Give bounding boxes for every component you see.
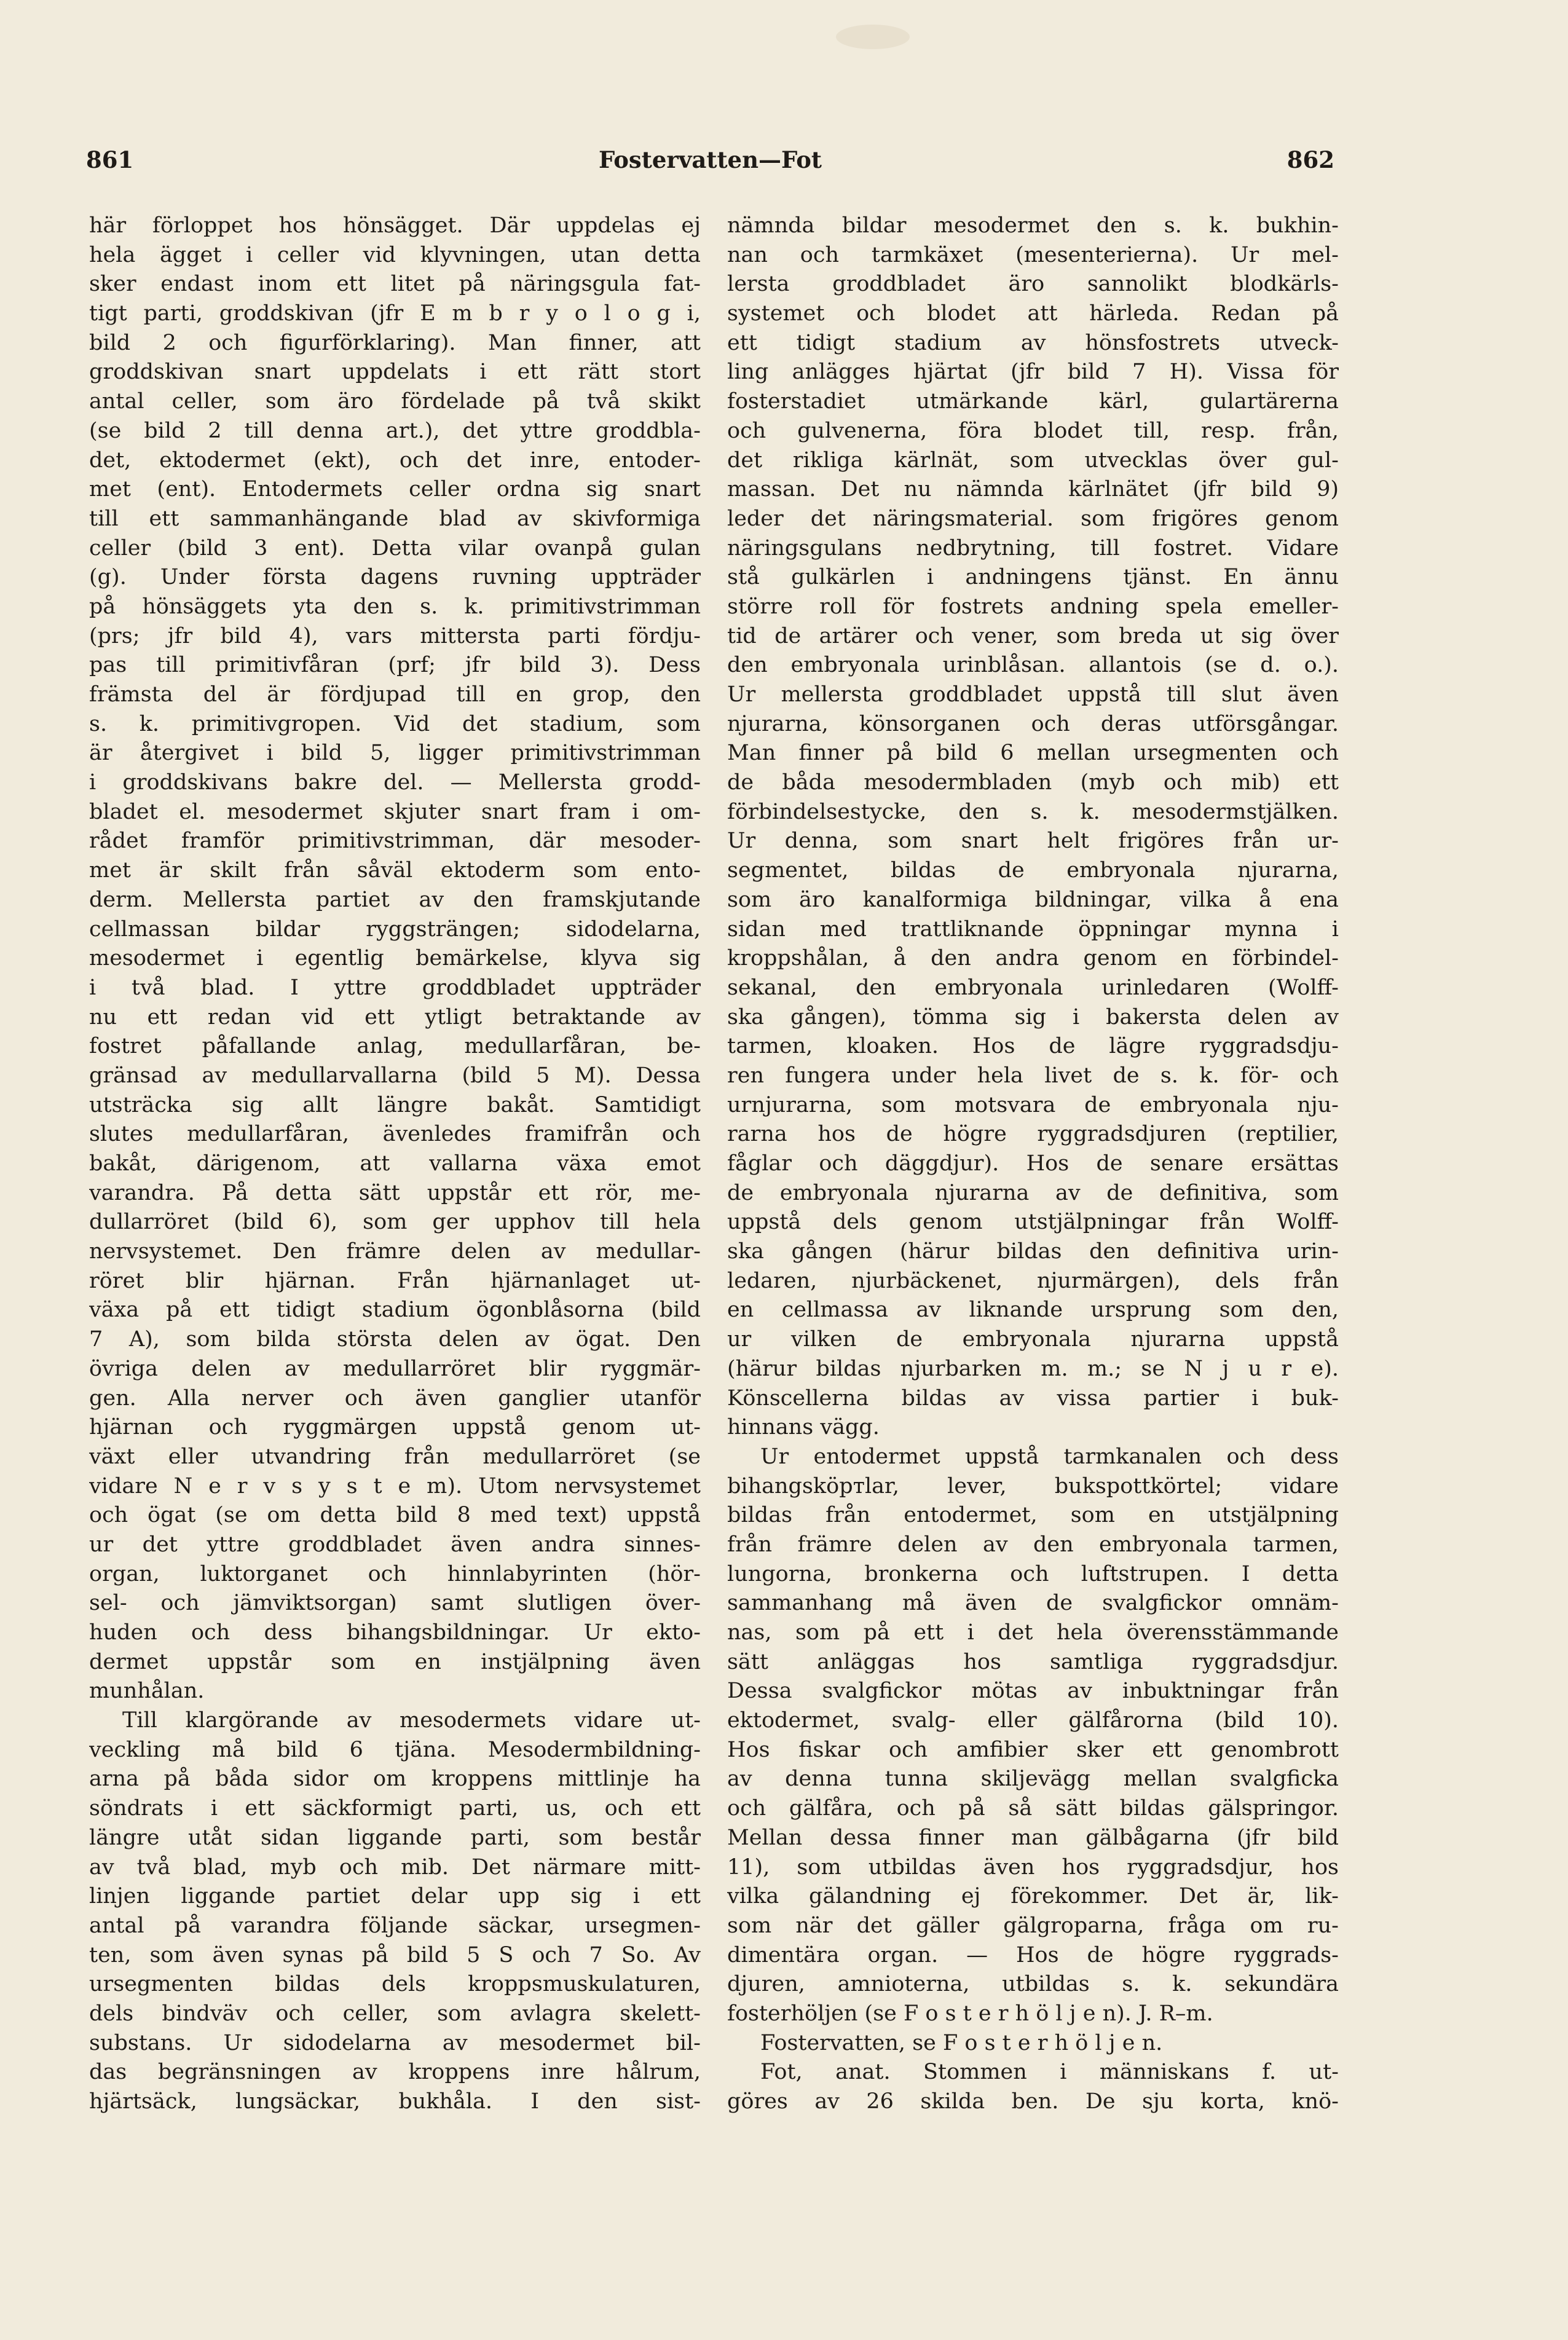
text-line: vilka gälandning ej förekommer. Det är, lik- [727,1884,1339,1909]
text-line: derm. Mellersta partiet av den framskjutande [89,887,701,912]
text-line: bildas från entodermet, som en utstjälpning [727,1503,1339,1528]
text-line: nu ett redan vid ett ytligt betraktande av [89,1004,701,1030]
text-line: främsta del är fördjupad till en grop, den [89,682,701,707]
text-line: urnjurarna, som motsvara de embryonala nju- [727,1092,1339,1117]
text-line: slutes medullarfåran, ävenledes framifrån och [89,1122,701,1147]
text-line: veckling må bild 6 tjäna. Mesodermbildning- [89,1737,701,1762]
text-line: munhålan. [89,1679,205,1704]
text-line: pas till primitivfåran (prf; jfr bild 3). Dess [89,653,701,678]
text-line: lersta groddbladet äro sannolikt blodkärls- [727,272,1339,297]
text-line: de båda mesodermbladen (myb och mib) ett [727,770,1339,795]
text-line: större roll för fostrets andning spela emeller- [727,594,1339,619]
text-line: rådet framför primitivstrimman, där mesoder- [89,829,701,854]
text-line: sidan med trattliknande öppningar mynna i [727,916,1339,942]
text-line: bladet el. mesodermet skjuter snart fram i om- [89,799,701,824]
text-line: är återgivet i bild 5, ligger primitivstrimman [89,741,701,766]
text-line: dels bindväv och celler, som avlagra skelett- [89,2001,701,2026]
text-line: längre utåt sidan liggande parti, som består [89,1825,701,1850]
text-line: ling anlägges hjärtat (jfr bild 7 H). Vissa för [727,360,1339,385]
text-line: systemet och blodet att härleda. Redan på [727,301,1339,326]
text-line: massan. Det nu nämnda kärlnätet (jfr bild 9) [727,477,1339,502]
text-line: bihangsköртlar, lever, bukspottkörtel; vidare [727,1473,1339,1499]
text-line: (se bild 2 till denna art.), det yttre groddbla- [89,418,701,443]
text-line: 7 A), som bilda största delen av ögat. Den [89,1327,701,1352]
text-line: Man finner på bild 6 mellan ursegmenten och [727,741,1339,766]
text-line: gränsad av medullarvallarna (bild 5 M). Dessa [89,1063,701,1088]
text-line: förbindelsestycke, den s. k. mesodermstjälken. [727,799,1339,824]
text-line: dimentära organ. — Hos de högre ryggrads- [727,1942,1339,1968]
right-page-number: 862 [1286,146,1334,173]
text-line: met är skilt från såväl ektoderm som ento- [89,858,701,883]
text-line: det rikliga kärlnät, som utvecklas över gul- [727,447,1339,473]
text-line: röret blir hjärnan. Från hjärnanlaget ut- [89,1268,701,1293]
text-line: nämnda bildar mesodermet den s. k. bukhin- [727,213,1339,238]
text-line: till ett sammanhängande blad av skivformiga [89,506,701,531]
text-line: njurarna, könsorganen och deras utförsgångar. [727,711,1339,736]
text-line: övriga delen av medullarröret blir ryggmär- [89,1356,701,1381]
text-line: den embryonala urinblåsan. allantois (se d. o.). [727,653,1339,678]
text-line: Mellan dessa finner man gälbågarna (jfr bild [727,1825,1339,1850]
text-line: sammanhang må även de svalgfickor omnäm- [727,1591,1339,1616]
text-line: groddskivan snart uppdelats i ett rätt stort [89,360,701,385]
text-line: sätt anläggas hos samtliga ryggradsdjur. [727,1649,1339,1674]
text-line: nervsystemet. Den främre delen av medullar- [89,1239,701,1264]
text-line: ur vilken de embryonala njurarna uppstå [727,1327,1339,1352]
text-line: fostret påfallande anlag, medullarfåran, be- [89,1034,701,1059]
text-line: ska gången), tömma sig i bakersta delen av [727,1004,1339,1030]
text-line: tigt parti, groddskivan (jfr E m b r y o l o g i, [89,301,701,326]
text-line: Fot, anat. Stommen i människans f. ut- [760,2060,1339,2085]
text-line: som äro kanalformiga bildningar, vilka å ena [727,887,1339,912]
text-line: lungorna, bronkerna och luftstrupen. I detta [727,1561,1339,1586]
text-line: Ur entodermet uppstå tarmkanalen och dess [760,1444,1339,1469]
text-line: fosterstadiet utmärkande kärl, gulartärerna [727,389,1339,414]
text-line: utsträcka sig allt längre bakåt. Samtidigt [89,1092,701,1117]
text-line: av två blad, myb och mib. Det närmare mitt- [89,1854,701,1880]
text-line: gen. Alla nerver och även ganglier utanför [89,1385,701,1411]
text-line: cellmassan bildar ryggsträngen; sidodelarna, [89,916,701,942]
text-line: ten, som även synas på bild 5 S och 7 So. Av [89,1942,701,1968]
text-line: organ, luktorganet och hinnlabyrinten (hör- [89,1561,701,1586]
paper-stain [836,25,910,49]
text-line: linjen liggande partiet delar upp sig i ett [89,1884,701,1909]
text-line: näringsgulans nedbrytning, till fostret. Vidare [727,535,1339,561]
text-line: antal på varandra följande säckar, ursegmen- [89,1913,701,1938]
text-line: söndrats i ett säckformigt parti, us, och ett [89,1796,701,1821]
text-line: hjärtsäck, lungsäckar, bukhåla. I den sist- [89,2089,701,2114]
text-line: substans. Ur sidodelarna av mesodermet bil- [89,2030,701,2055]
text-line: stå gulkärlen i andningens tjänst. En ännu [727,565,1339,590]
text-line: och gälfåra, och på så sätt bildas gälspringor. [727,1796,1339,1821]
text-line: Till klargörande av mesodermets vidare ut- [122,1708,701,1733]
text-line: av denna tunna skiljevägg mellan svalgficka [727,1767,1339,1792]
text-line: tid de artärer och vener, som breda ut sig över [727,623,1339,648]
text-line: som när det gäller gälgroparna, fråga om ru- [727,1913,1339,1938]
text-line: djuren, amnioterna, utbildas s. k. sekundära [727,1972,1339,1997]
running-title: Fostervatten—Fot [599,146,822,173]
text-line: Könscellerna bildas av vissa partier i buk- [727,1385,1339,1411]
text-line: huden och dess bihangsbildningar. Ur ekto- [89,1620,701,1645]
text-line: växt eller utvandring från medullarröret (se [89,1444,701,1469]
text-line: uppstå dels genom utstjälpningar från Wolff- [727,1210,1339,1235]
text-line: Hos fiskar och amfibier sker ett genombrott [727,1737,1339,1762]
text-line: dullarröret (bild 6), som ger upphov till hela [89,1210,701,1235]
text-line: växa på ett tidigt stadium ögonblåsorna (bild [89,1298,701,1323]
text-line: i två blad. I yttre groddbladet uppträder [89,975,701,1000]
text-line: fåglar och däggdjur). Hos de senare ersättas [727,1151,1339,1176]
left-page-number: 861 [86,146,134,173]
page-header [86,146,1334,183]
text-line: tarmen, kloaken. Hos de lägre ryggradsdju- [727,1034,1339,1059]
text-line: ska gången (härur bildas den definitiva urin- [727,1239,1339,1264]
text-line: Fostervatten, se F o s t e r h ö l j e n. [760,2030,1163,2055]
text-line: antal celler, som äro fördelade på två skikt [89,389,701,414]
text-line: på hönsäggets yta den s. k. primitivstrimman [89,594,701,619]
text-line: sel- och jämviktsorgan) samt slutligen över- [89,1591,701,1616]
text-line: göres av 26 skilda ben. De sju korta, knö- [727,2089,1339,2114]
text-line: hinnans vägg. [727,1415,880,1440]
text-line: ektodermet, svalg- eller gälfårorna (bild 10). [727,1708,1339,1733]
text-line: ursegmenten bildas dels kroppsmuskulaturen, [89,1972,701,1997]
text-line: Dessa svalgfickor mötas av inbuktningar från [727,1679,1339,1704]
left-column [89,211,701,2117]
text-line: kroppshålan, å den andra genom en förbindel- [727,946,1339,971]
text-line: i groddskivans bakre del. — Mellersta grodd- [89,770,701,795]
text-line: fosterhöljen (se F o s t e r h ö l j e n). J. R–m. [727,2001,1213,2026]
text-line: (prs; jfr bild 4), vars mittersta parti fördju- [89,623,701,648]
text-line: ett tidigt stadium av hönsfostrets utveck- [727,330,1339,355]
text-line: leder det näringsmaterial. som frigöres genom [727,506,1339,531]
text-line: en cellmassa av liknande ursprung som den, [727,1298,1339,1323]
text-line: och gulvenerna, föra blodet till, resp. från, [727,418,1339,443]
text-line: och ögat (se om detta bild 8 med text) uppstå [89,1503,701,1528]
text-line: det, ektodermet (ekt), och det inre, entoder- [89,447,701,473]
text-line: arna på båda sidor om kroppens mittlinje ha [89,1767,701,1792]
text-line: hela ägget i celler vid klyvningen, utan detta [89,242,701,267]
text-line: ren fungera under hela livet de s. k. för- och [727,1063,1339,1088]
text-line: dermet uppstår som en instjälpning även [89,1649,701,1674]
text-line: Ur mellersta groddbladet uppstå till slut även [727,682,1339,707]
text-line: vidare N e r v s y s t e m). Utom nervsystemet [89,1473,701,1499]
text-line: rarna hos de högre ryggradsdjuren (reptilier, [727,1122,1339,1147]
text-line: här förloppet hos hönsägget. Där uppdelas ej [89,213,701,238]
text-line: bild 2 och figurförklaring). Man finner, att [89,330,701,355]
text-line: bakåt, därigenom, att vallarna växa emot [89,1151,701,1176]
text-line: ledaren, njurbäckenet, njurmärgen), dels från [727,1268,1339,1293]
text-line: Ur denna, som snart helt frigöres från ur- [727,829,1339,854]
text-line: nas, som på ett i det hela överensstämmande [727,1620,1339,1645]
text-line: (g). Under första dagens ruvning uppträder [89,565,701,590]
text-line: (härur bildas njurbarken m. m.; se N j u r e). [727,1356,1339,1381]
text-line: ur det yttre groddbladet även andra sinnes- [89,1532,701,1557]
text-line: varandra. På detta sätt uppstår ett rör, me- [89,1180,701,1205]
text-line: das begränsningen av kroppens inre hålrum, [89,2060,701,2085]
text-line: celler (bild 3 ent). Detta vilar ovanpå gulan [89,535,701,561]
text-line: sekanal, den embryonala urinledaren (Wolff- [727,975,1339,1000]
text-line: de embryonala njurarna av de definitiva, som [727,1180,1339,1205]
text-line: nan och tarmkäxet (mesenterierna). Ur mel- [727,242,1339,267]
text-line: hjärnan och ryggmärgen uppstå genom ut- [89,1415,701,1440]
text-line: mesodermet i egentlig bemärkelse, klyva sig [89,946,701,971]
text-line: s. k. primitivgropen. Vid det stadium, som [89,711,701,736]
text-line: met (ent). Entodermets celler ordna sig snart [89,477,701,502]
text-line: segmentet, bildas de embryonala njurarna, [727,858,1339,883]
text-line: 11), som utbildas även hos ryggradsdjur, hos [727,1854,1339,1880]
text-line: sker endast inom ett litet på näringsgula fat- [89,272,701,297]
text-line: från främre delen av den embryonala tarmen, [727,1532,1339,1557]
right-column [727,211,1339,2117]
